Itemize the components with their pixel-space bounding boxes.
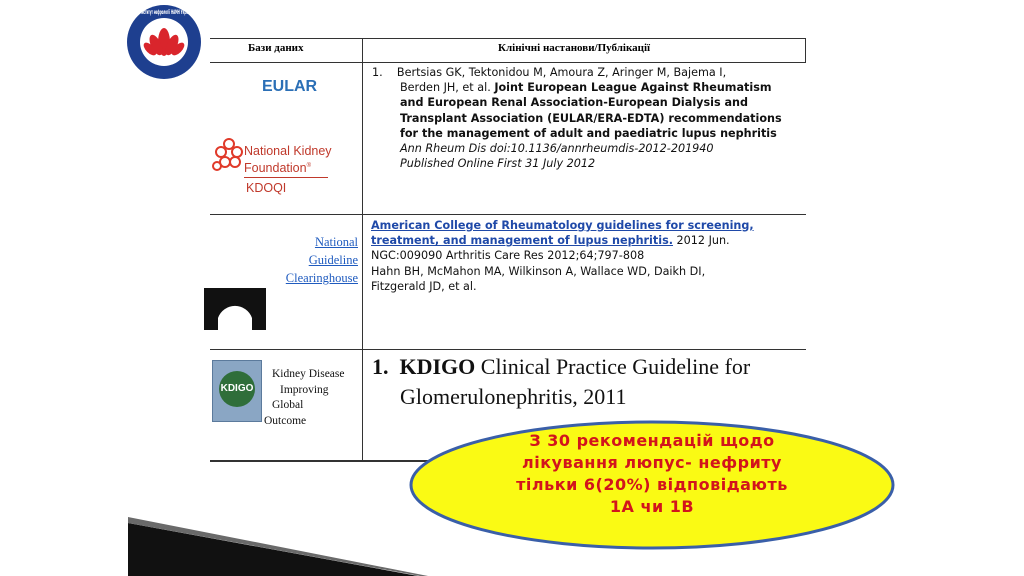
column-divider [362, 38, 363, 462]
header-divider [210, 62, 806, 63]
eular-logo: EULAR [262, 78, 318, 95]
header-databases: Бази даних [248, 42, 304, 54]
nkf-underline [244, 177, 328, 178]
row2-divider [210, 349, 806, 350]
logo-text: ДУ «Інститут нефрології НАМН України» [134, 9, 195, 16]
callout-text: З 30 рекомендацій щодо лікування люпус- нефриту тільки 6(20%) відповідають 1А чи 1В [516, 431, 788, 516]
institute-logo [124, 2, 204, 82]
acr-guideline-link-cont[interactable]: treatment, and management of lupus nephritis. [371, 234, 673, 248]
row1-divider [210, 214, 806, 215]
kdigo-name: Kidney Disease Improving Global Outcome [264, 368, 345, 427]
ngc-link[interactable]: National Guideline Clearinghouse [285, 235, 358, 285]
nkf-name: National Kidney Foundation® [244, 144, 332, 176]
header-guidelines: Клінічні настанови/Публікації [498, 42, 651, 54]
kdigo-logo [212, 360, 262, 422]
kdigo-reference: 1. KDIGO Clinical Practice Guideline for Glomerulonephritis, 2011 [372, 354, 751, 409]
kdoqi-label: KDOQI [246, 181, 287, 195]
kdigo-badge-text: KDIGO [220, 383, 254, 394]
acr-guideline-link[interactable]: American College of Rheumatology guidelines for screening, [371, 219, 754, 232]
table-top-border [210, 38, 806, 39]
eular-reference: 1. Bertsias GK, Tektonidou M, Amoura Z, Aringer M, Bajema I, Berden JH, et al. Joint European League Against Rheumatism and European Renal Association-European Dialysis and Transplant Association (EULAR/ERA-EDTA) recommendations for the management of adult and paediatric lupus nephritis Ann Rheum Dis doi:10.1136/annrheumdis-2012-201940 Published Online First 31 July 2012 [372, 66, 782, 171]
ngc-logo-icon [204, 288, 266, 330]
left-margin [0, 0, 128, 576]
acr-reference: American College of Rheumatology guidelines for screening, treatment, and management of lupus nephritis. 2012 Jun. NGC:009090 Arthritis Care Res 2012;64;797-808 Hahn BH, McMahon MA, Wilkinson A, Wallace WD, Daikh DI, Fitzgerald JD, et al. [371, 219, 754, 293]
nkf-flower-icon [211, 136, 247, 180]
header-right-border [805, 38, 806, 62]
